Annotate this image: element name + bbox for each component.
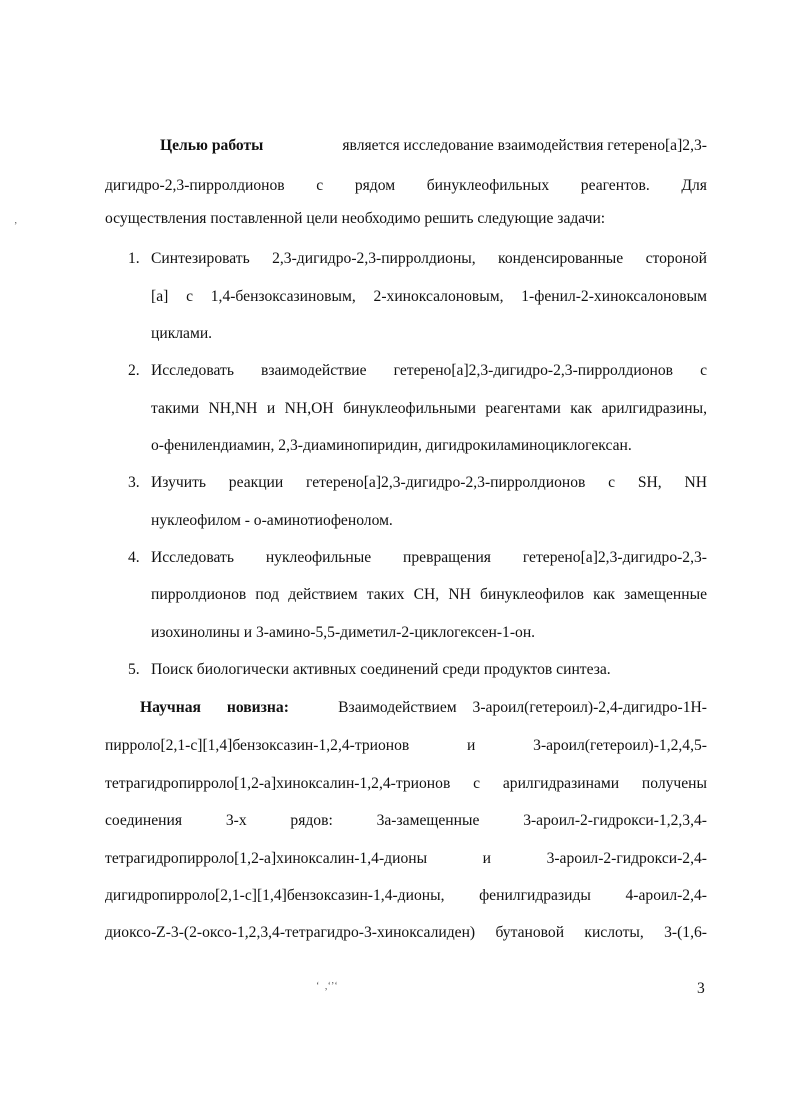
task-line: изохинолины и 3-амино-5,5-диметил-2-циклогексен-1-он. — [151, 624, 536, 641]
novelty-line-1 — [140, 698, 707, 718]
novelty-line-4 — [105, 811, 707, 831]
task-line: Изучить реакции гетерено[а]2,3-дигидро-2,3-пирролдионов с SH, NH — [151, 474, 707, 491]
task-line: о-фенилендиамин, 2,3-диаминопиридин, дигидрокиламиноциклогексан. — [151, 437, 632, 454]
intro-line-1-rest: является исследование взаимодействия гетерено[а]2,3- — [342, 137, 707, 154]
novelty-word: 3-ароил-2-гидрокси-1,2,3,4- — [523, 812, 707, 829]
task-line: нуклеофилом - о-аминотиофенолом. — [151, 512, 393, 529]
novelty-line-6: дигидропирроло[2,1-с][1,4]бензоксазин-1,4-дионы, фенилгидразиды 4-ароил-2,4- — [105, 887, 707, 904]
intro-lead-bold: Целью работы — [160, 137, 264, 154]
novelty-word: и — [482, 850, 491, 867]
intro-line-1 — [160, 136, 707, 156]
task-line: Исследовать взаимодействие гетерено[а]2,3-дигидро-2,3-пирролдионов с — [151, 362, 707, 379]
task-line: циклами. — [151, 325, 213, 342]
novelty-line-2 — [105, 736, 707, 756]
novelty-line-1-rest: Взаимодействием 3-ароил(гетероил)-2,4-дигидро-1Н- — [338, 699, 707, 716]
task-line: [а] с 1,4-бензоксазиновым, 2-хиноксалоновым, 1-фенил-2-хиноксалоновым — [151, 288, 707, 305]
intro-word: с — [316, 177, 324, 194]
intro-word: Для — [681, 177, 707, 194]
task-line: Поиск биологически активных соединений среди продуктов синтеза. — [151, 661, 611, 678]
task-line: пирролдионов под действием таких CH, NH бинуклеофилов как замещенные — [151, 586, 707, 603]
intro-word: дигидро-2,3-пирролдионов — [105, 177, 285, 194]
novelty-word: рядов: — [290, 812, 333, 829]
task-number: 4. — [128, 549, 140, 566]
novelty-word: 3-ароил-2-гидрокси-2,4- — [546, 850, 707, 867]
novelty-line-7: диоксо-Z-3-(2-оксо-1,2,3,4-тетрагидро-3-хиноксалиден) бутановой кислоты, 3-(1,6- — [105, 924, 707, 941]
task-number: 5. — [128, 661, 140, 678]
task-number: 2. — [128, 362, 140, 379]
novelty-word: соединения — [105, 812, 183, 829]
task-line: такими NH,NH и NH,OH бинуклеофильными реагентами как арилгидразины, — [151, 400, 707, 417]
intro-line-2 — [105, 176, 707, 196]
novelty-line-5 — [105, 849, 707, 869]
novelty-word: 3а-замещенные — [376, 812, 480, 829]
intro-line-3: осуществления поставленной цели необходимо решить следующие задачи: — [105, 210, 606, 227]
novelty-word: 3-ароил(гетероил)-1,2,4,5- — [533, 737, 707, 754]
novelty-lead-bold: Научная новизна: — [140, 699, 289, 716]
novelty-word: пирроло[2,1-с][1,4]бензоксазин-1,2,4-трионов — [105, 737, 410, 754]
novelty-word: и — [467, 737, 476, 754]
novelty-line-3: тетрагидропирроло[1,2-а]хиноксалин-1,2,4-трионов с арилгидразинами получены — [105, 775, 707, 792]
page-number: 3 — [697, 980, 705, 997]
novelty-word: 3-х — [225, 812, 247, 829]
task-line: Исследовать нуклеофильные превращения гетерено[а]2,3-дигидро-2,3- — [151, 549, 707, 566]
task-number: 1. — [128, 250, 140, 267]
intro-word: бинуклеофильных — [426, 177, 550, 194]
scan-speck-mark: ’ — [14, 221, 18, 232]
task-number: 3. — [128, 474, 140, 491]
scan-speck-mark: ‘ ‚‘’‘ — [316, 981, 338, 992]
novelty-word: тетрагидропирроло[1,2-а]хиноксалин-1,4-дионы — [105, 850, 428, 867]
intro-word: рядом — [354, 177, 396, 194]
task-line: Синтезировать 2,3-дигидро-2,3-пирролдионы, конденсированные стороной — [151, 250, 707, 267]
intro-word: реагентов. — [580, 177, 650, 194]
